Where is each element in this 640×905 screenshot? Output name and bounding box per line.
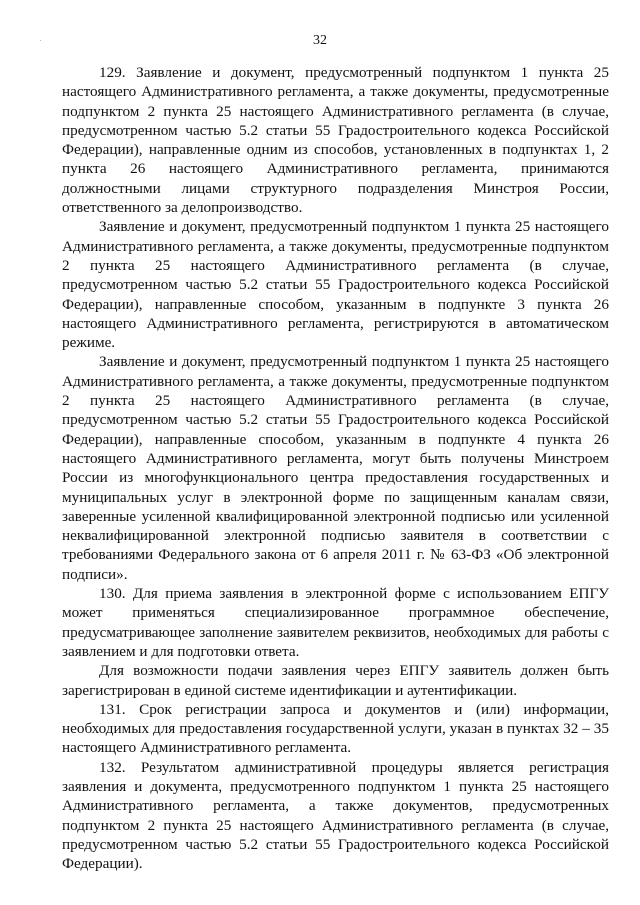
paragraph-132: 132. Результатом административной процедуры является регистрация заявления и документа, предусмотренного подпунктом 1 пункта 25 настоящего Административного регламента, а также документов, предусмотренных подпунктом 2 пункта 25 настоящего Административного регламента (в случае, предусмотренном частью 5.2 статьи 55 Градостроительного кодекса Российской Федерации).	[62, 758, 609, 873]
paragraph-130: 130. Для приема заявления в электронной форме с использованием ЕПГУ может применяться специализированное программное обеспечение, предусматривающее заполнение заявителем реквизитов, необходимых для работы с заявлением и для подготовки ответа.	[62, 585, 609, 660]
paragraph-130-epgu-registration: Для возможности подачи заявления через ЕПГУ заявитель должен быть зарегистрирован в единой системе идентификации и аутентификации.	[62, 662, 609, 699]
paragraph-129: 129. Заявление и документ, предусмотренный подпунктом 1 пункта 25 настоящего Административного регламента, а также документы, предусмотренные подпунктом 2 пункта 25 настоящего Административного регламента (в случае, предусмотренном частью 5.2 статьи 55 Градостроительного кодекса Российской Федерации), направленные одним из способов, установленных в подпунктах 1, 2 пункта 26 настоящего Административного регламента, принимаются должностными лицами структурного подразделения Минстроя России, ответственного за делопроизводство.	[62, 64, 609, 217]
paragraph-131: 131. Срок регистрации запроса и документов и (или) информации, необходимых для предоставления государственной услуги, указан в пунктах 32 – 35 настоящего Административного регламента.	[62, 700, 609, 757]
paragraph-129-mfc-receipt: Заявление и документ, предусмотренный подпунктом 1 пункта 25 настоящего Административного регламента, а также документы, предусмотренные подпунктом 2 пункта 25 настоящего Административного регламента (в случае, предусмотренном частью 5.2 статьи 55 Градостроительного кодекса Российской Федерации), направленные способом, указанным в подпункте 4 пункта 26 настоящего Административного регламента, могут быть получены Минстроем России из многофункционального центра предоставления государственных и муниципальных услуг в электронной форме по защищенным каналам связи, заверенные усиленной квалифицированной электронной подписью или усиленной неквалифицированной электронной подписью заявителя в соответствии с требованиями Федерального закона от 6 апреля 2011 г. № 63-ФЗ «Об электронной подписи».	[62, 353, 609, 583]
document-body	[62, 63, 609, 873]
page-number: 32	[313, 33, 327, 48]
paragraph-129-automatic-registration: Заявление и документ, предусмотренный подпунктом 1 пункта 25 настоящего Административного регламента, а также документы, предусмотренные подпунктом 2 пункта 25 настоящего Административного регламента (в случае, предусмотренном частью 5.2 статьи 55 Градостроительного кодекса Российской Федерации), направленные способом, указанным в подпункте 3 пункта 26 настоящего Административного регламента, регистрируются в автоматическом режиме.	[62, 218, 609, 352]
